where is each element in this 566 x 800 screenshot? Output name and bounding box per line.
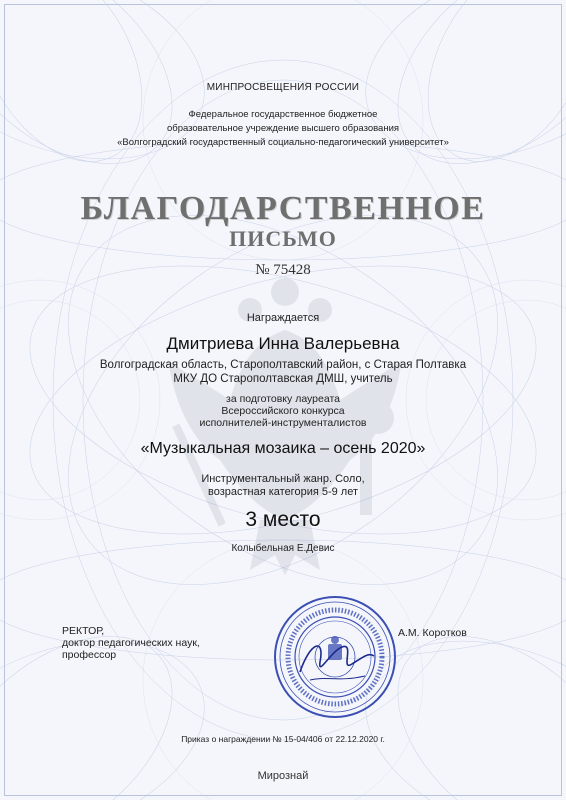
footer-brand: Мирознай [257, 770, 309, 782]
recipient-details [0, 358, 566, 386]
reason-line: за подготовку лауреата [226, 393, 340, 405]
institution-block [0, 108, 566, 150]
contest-name: «Музыкальная мозаика – осень 2020» [140, 440, 426, 457]
performed-piece: Колыбельная Е.Девис [231, 543, 335, 554]
document-number: № 75428 [255, 262, 311, 278]
document-subtitle: ПИСЬМО [229, 226, 337, 251]
reason-line: Всероссийского конкурса [221, 405, 345, 417]
rector-line: доктор педагогических наук, [62, 637, 200, 649]
signer-name: А.М. Коротков [398, 627, 467, 639]
institution-line: Федеральное государственное бюджетное [188, 109, 378, 120]
reason-line: исполнителей-инструменталистов [199, 417, 367, 429]
awarded-label: Награждается [246, 312, 320, 324]
recipient-name: Дмитриева Инна Валерьевна [166, 334, 400, 353]
rector-line: профессор [62, 649, 117, 661]
age-category-line: возрастная категория 5-9 лет [207, 486, 359, 498]
place-result: 3 место [245, 508, 321, 531]
institution-line: образовательное учреждение высшего образования [166, 123, 400, 134]
institution-line: «Волгоградский государственный социально-педагогический университет» [117, 137, 449, 148]
recipient-workplace: МКУ ДО Старополтавская ДМШ, учитель [173, 373, 393, 385]
genre-category [0, 473, 566, 499]
rector-title [62, 625, 200, 661]
award-reason [0, 393, 566, 429]
genre-line: Инструментальный жанр. Соло, [201, 473, 365, 485]
award-order: Приказ о награждении № 15-04/406 от 22.12.2020 г. [181, 734, 385, 744]
ministry-name: МИНПРОСВЕЩЕНИЯ РОССИИ [206, 82, 360, 93]
document-title: БЛАГОДАРСТВЕННОЕ [80, 190, 486, 227]
rector-line: РЕКТОР, [62, 625, 105, 637]
university-seal-stamp [270, 592, 400, 722]
recipient-region: Волгоградская область, Старополтавский район, с Старая Полтавка [99, 359, 467, 371]
